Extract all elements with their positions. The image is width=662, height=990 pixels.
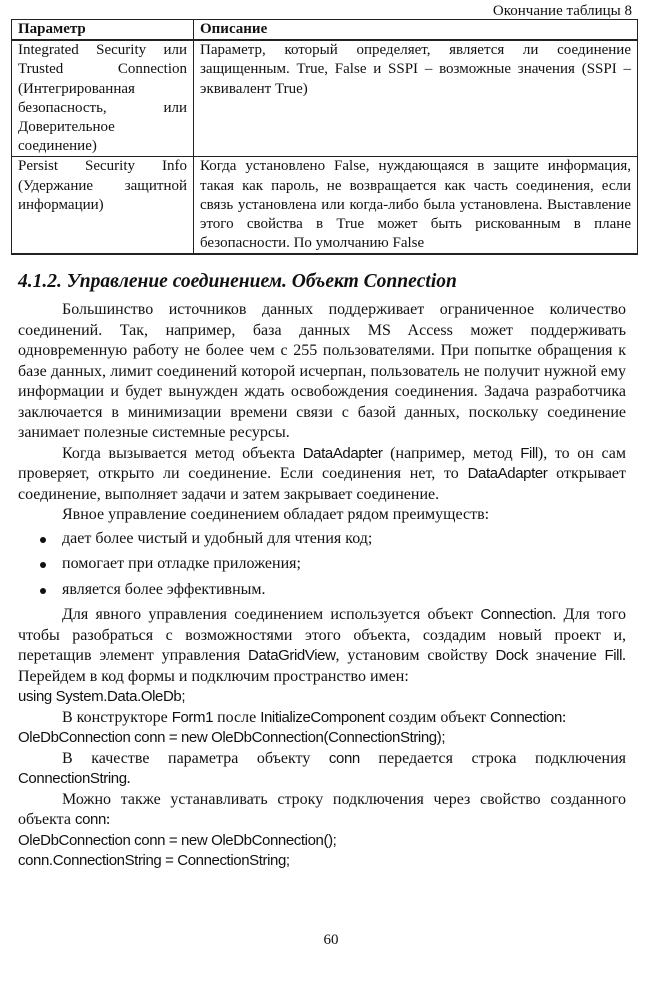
list-item: дает более чистый и удобный для чтения код; xyxy=(18,529,626,550)
column-header-description: Описание xyxy=(194,20,638,41)
advantages-list xyxy=(18,529,626,601)
code-term: Fill xyxy=(520,444,538,462)
code-term: Connection xyxy=(490,708,562,726)
code-term: Fill xyxy=(604,647,622,664)
paragraph-property: Можно также устанавливать строку подключения через свойство созданного объекта conn: xyxy=(18,790,626,828)
paragraph-connection-object: Для явного управления соединением используется объект Connection. Для того чтобы разобраться с возможностями этого объекта, создадим новый проект и, перетащив элемент управления DataGridView, установим свойству Dock значение Fill. Перейдем в код формы и подключим пространство имен: xyxy=(18,606,627,685)
code-term: conn xyxy=(74,811,106,828)
code-term: Form1 xyxy=(171,708,214,726)
code-term: InitializeComponent xyxy=(260,708,385,726)
code-term: conn xyxy=(328,749,360,767)
table-header-row xyxy=(12,20,638,41)
body-text xyxy=(18,300,626,872)
code-term: Dock xyxy=(495,647,529,664)
code-term: DataAdapter xyxy=(467,465,548,482)
paragraph-connections-limit: Большинство источников данных поддерживает ограниченное количество соединений. Так, например, база данных MS Access может поддерживать одновременную работу не более чем с 255 пользователями. При попытке обращения к базе данных, лимит соединений которой исчерпан, пользователь не получит нужной ему информации и будет вынужден ждать освобождения соединения. Задача разработчика заключается в минимизации времени связи с базой данных, поскольку соединение занимает полезные системные ресурсы. xyxy=(18,301,626,441)
param-description-cell: Параметр, который определяет, является ли соединение защищенным. True, False и SSPI – возможные значения (SSPI – эквивалент True) xyxy=(194,40,638,157)
code-line-using: using System.Data.OleDb; xyxy=(18,688,186,705)
paragraph-advantages-intro: Явное управление соединением обладает рядом преимуществ: xyxy=(62,506,490,523)
parameters-table xyxy=(11,19,638,255)
code-line-constructor: OleDbConnection conn = new OleDbConnection(ConnectionString); xyxy=(18,729,446,746)
param-name-cell: Persist Security Info (Удержание защитной информации) xyxy=(12,157,194,255)
code-term: DataGridView xyxy=(248,647,336,664)
paragraph-constructor: В конструкторе Form1 после InitializeComponent создим объект Connection: xyxy=(62,708,567,726)
paragraph-dataadapter: Когда вызывается метод объекта DataAdapter (например, метод Fill), то он сам проверяет, открыто ли соединение. Если соединения нет, то DataAdapter открывает соединение, выполняет задачи и затем закрывает соединение. xyxy=(18,444,627,503)
code-term: DataAdapter xyxy=(302,444,383,462)
code-line-new-connection: OleDbConnection conn = new OleDbConnection(); xyxy=(18,831,337,849)
column-header-parameter: Параметр xyxy=(12,20,194,41)
param-description-cell: Когда установлено False, нуждающаяся в защите информация, такая как пароль, не возвращается как часть соединения, если связь установлена или когда-либо была установлена. Выставление этого свойства в True может быть рискованным в плане безопасности. По умолчанию False xyxy=(194,157,638,255)
paragraph-parameter: В качестве параметра объекту conn передается строка подключения ConnectionString. xyxy=(18,749,627,787)
page-number: 60 xyxy=(323,932,339,948)
bullet-icon xyxy=(40,588,46,594)
list-item: помогает при отладке приложения; xyxy=(18,554,626,575)
bullet-icon xyxy=(40,562,46,568)
bullet-icon xyxy=(40,537,46,543)
list-item: является более эффективным. xyxy=(18,580,626,601)
code-line-connection-string: conn.ConnectionString = ConnectionString; xyxy=(18,852,290,869)
table-row xyxy=(12,40,638,157)
table-row xyxy=(12,157,638,255)
param-name-cell: Integrated Security или Trusted Connection (Интегрированная безопасность, или Доверительное соединение) xyxy=(12,40,194,157)
section-heading: 4.1.2. Управление соединением. Объект Connection xyxy=(18,271,457,292)
table-caption: Окончание таблицы 8 xyxy=(492,3,632,19)
code-term: Connection xyxy=(480,606,553,623)
code-term: ConnectionString xyxy=(18,770,127,787)
